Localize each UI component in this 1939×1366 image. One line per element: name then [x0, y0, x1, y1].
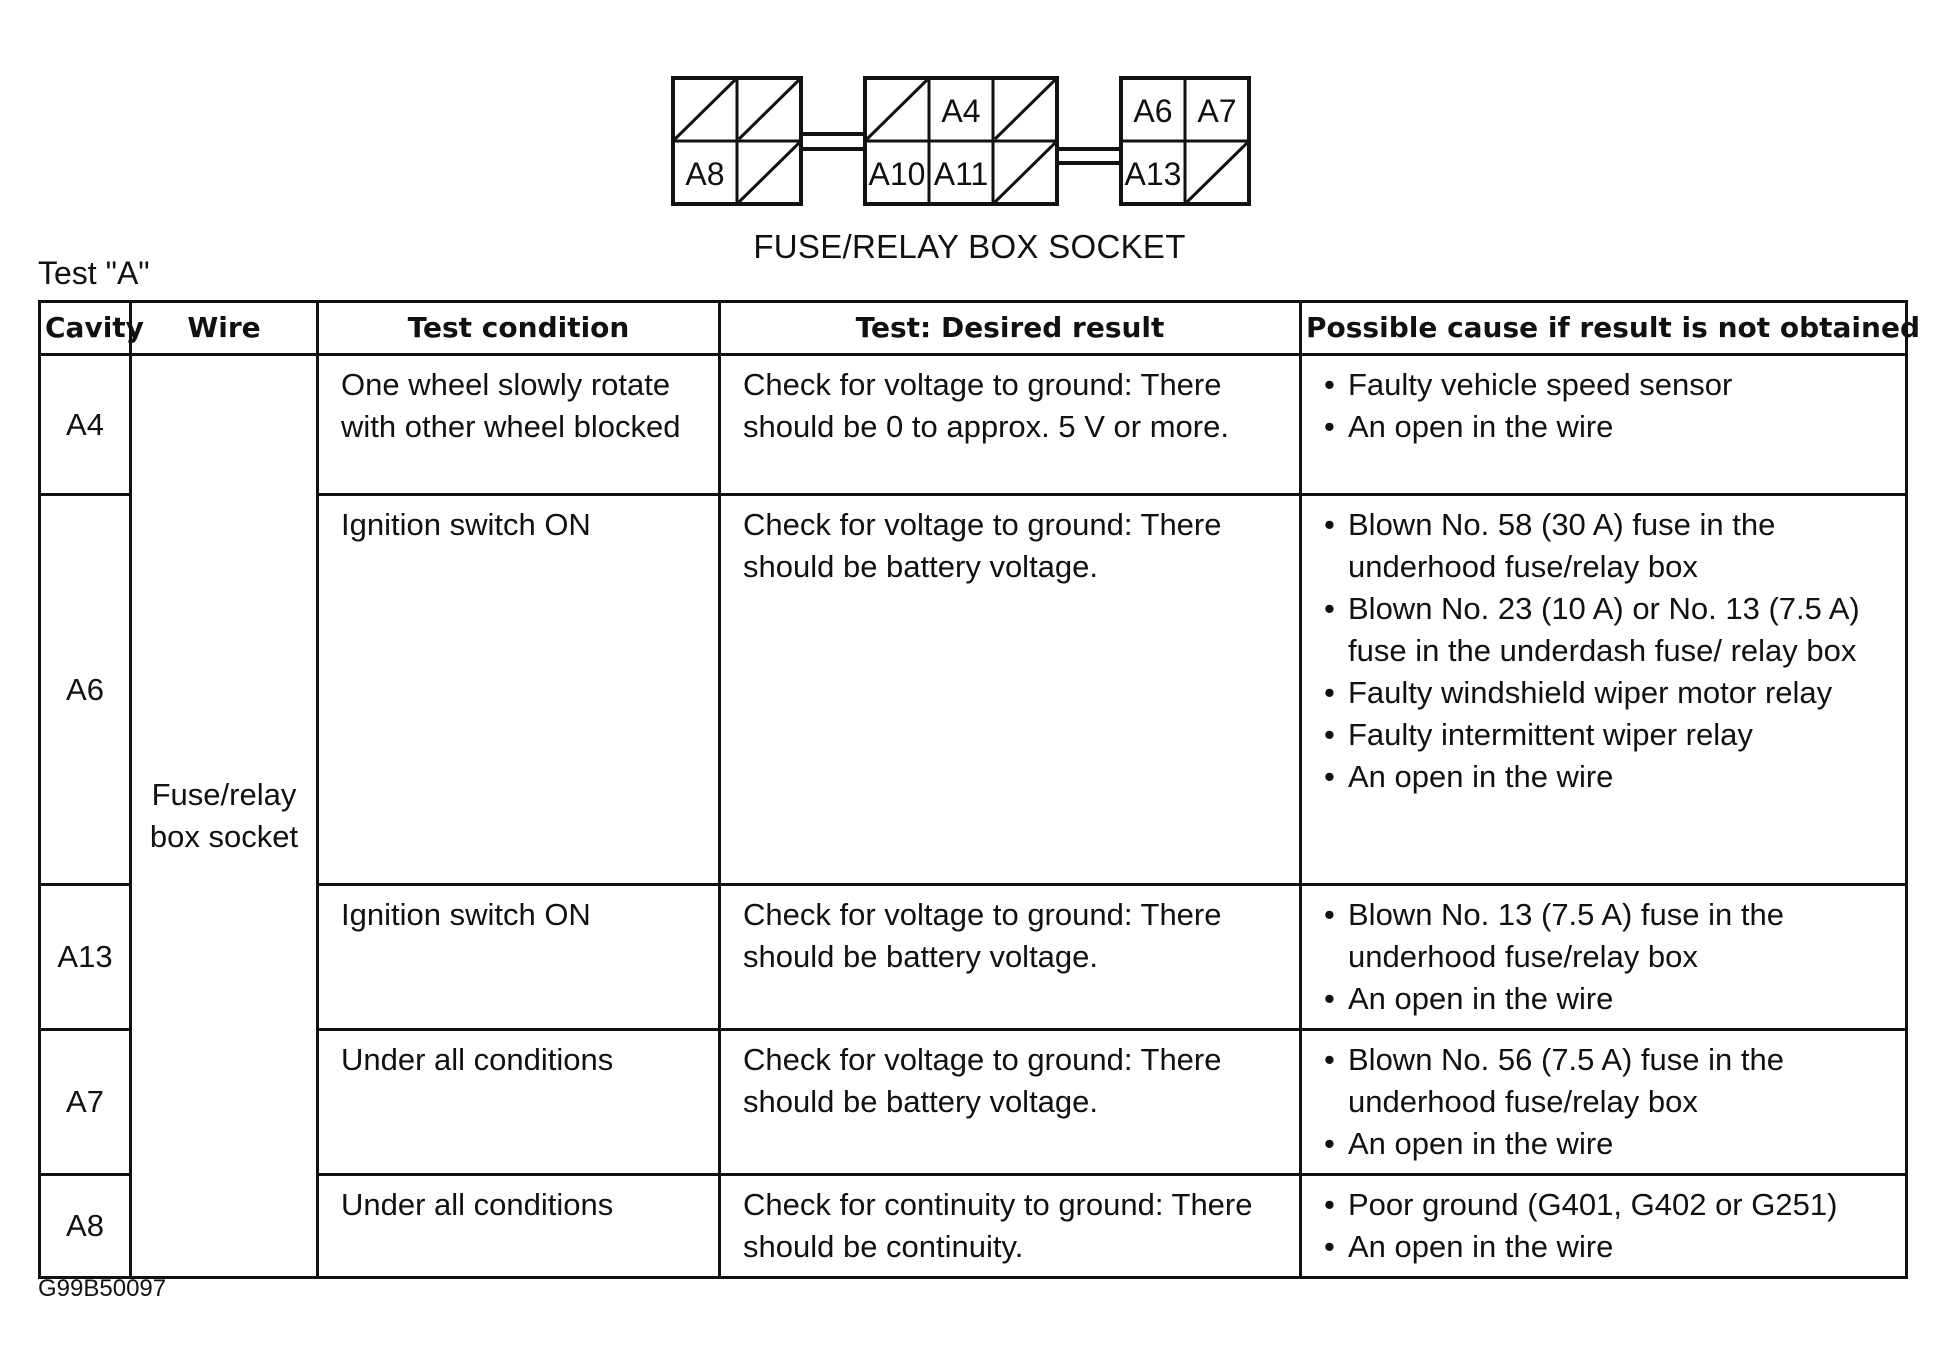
desired-result-cell: Check for voltage to ground: There should be battery voltage. [720, 885, 1301, 1030]
cause-item: • Faulty intermittent wiper relay [1324, 714, 1887, 756]
header-wire: Wire [131, 302, 318, 355]
test-label: Test "A" [38, 255, 150, 291]
test-condition-cell: Under all conditions [318, 1030, 720, 1175]
test-condition-cell: Under all conditions [318, 1175, 720, 1278]
pin-label-a7: A7 [1197, 93, 1237, 129]
possible-cause-cell [1301, 355, 1907, 495]
table-row [40, 355, 1907, 495]
desired-result-cell: Check for voltage to ground: There should be battery voltage. [720, 495, 1301, 885]
header-possible-cause: Possible cause if result is not obtained [1301, 302, 1907, 355]
table-row [40, 885, 1907, 1030]
header-desired-result: Test: Desired result [720, 302, 1301, 355]
test-condition-cell: One wheel slowly rotate with other wheel blocked [318, 355, 720, 495]
possible-cause-cell [1301, 495, 1907, 885]
table-row [40, 495, 1907, 885]
pin-label-a13: A13 [1124, 156, 1182, 192]
pin-label-a6: A6 [1133, 93, 1173, 129]
cavity-cell: A6 [40, 495, 131, 885]
cause-item: • Poor ground (G401, G402 or G251) [1324, 1184, 1887, 1226]
cause-item: • An open in the wire [1324, 406, 1887, 448]
pin-label-a10: A10 [868, 156, 926, 192]
pin-label-a8: A8 [685, 156, 725, 192]
cavity-cell: A4 [40, 355, 131, 495]
figure-code: G99B50097 [38, 1275, 167, 1302]
cavity-cell: A8 [40, 1175, 131, 1278]
cause-item: • An open in the wire [1324, 1123, 1887, 1165]
desired-result-cell: Check for continuity to ground: There should be continuity. [720, 1175, 1301, 1278]
cause-item: • Faulty windshield wiper motor relay [1324, 672, 1887, 714]
pin-label-a4: A4 [941, 93, 981, 129]
wire-cell: Fuse/relay box socket [131, 355, 318, 1278]
header-test-condition: Test condition [318, 302, 720, 355]
cause-item: • An open in the wire [1324, 756, 1887, 798]
header-cavity: Cavity [40, 302, 131, 355]
pin-label-a11: A11 [933, 156, 989, 192]
cause-item: • Blown No. 58 (30 A) fuse in the underhood fuse/relay box [1324, 504, 1887, 588]
cause-item: • Blown No. 56 (7.5 A) fuse in the underhood fuse/relay box [1324, 1039, 1887, 1123]
cause-item: • Faulty vehicle speed sensor [1324, 364, 1887, 406]
possible-cause-cell [1301, 1030, 1907, 1175]
desired-result-cell: Check for voltage to ground: There should be 0 to approx. 5 V or more. [720, 355, 1301, 495]
cause-item: • An open in the wire [1324, 978, 1887, 1020]
fuse-relay-box-socket-diagram [0, 0, 1939, 220]
table-row [40, 1030, 1907, 1175]
diagram-caption: FUSE/RELAY BOX SOCKET [753, 228, 1186, 265]
desired-result-cell: Check for voltage to ground: There should be battery voltage. [720, 1030, 1301, 1175]
possible-cause-cell [1301, 885, 1907, 1030]
cause-item: • Blown No. 13 (7.5 A) fuse in the underhood fuse/relay box [1324, 894, 1887, 978]
cavity-cell: A13 [40, 885, 131, 1030]
test-table [38, 300, 1920, 1279]
cause-item: • Blown No. 23 (10 A) or No. 13 (7.5 A) fuse in the underdash fuse/ relay box [1324, 588, 1887, 672]
table-row [40, 1175, 1907, 1278]
test-condition-cell: Ignition switch ON [318, 495, 720, 885]
cause-item: • An open in the wire [1324, 1226, 1887, 1268]
cavity-cell: A7 [40, 1030, 131, 1175]
test-condition-cell: Ignition switch ON [318, 885, 720, 1030]
possible-cause-cell [1301, 1175, 1907, 1278]
table-header-row [40, 302, 1907, 355]
